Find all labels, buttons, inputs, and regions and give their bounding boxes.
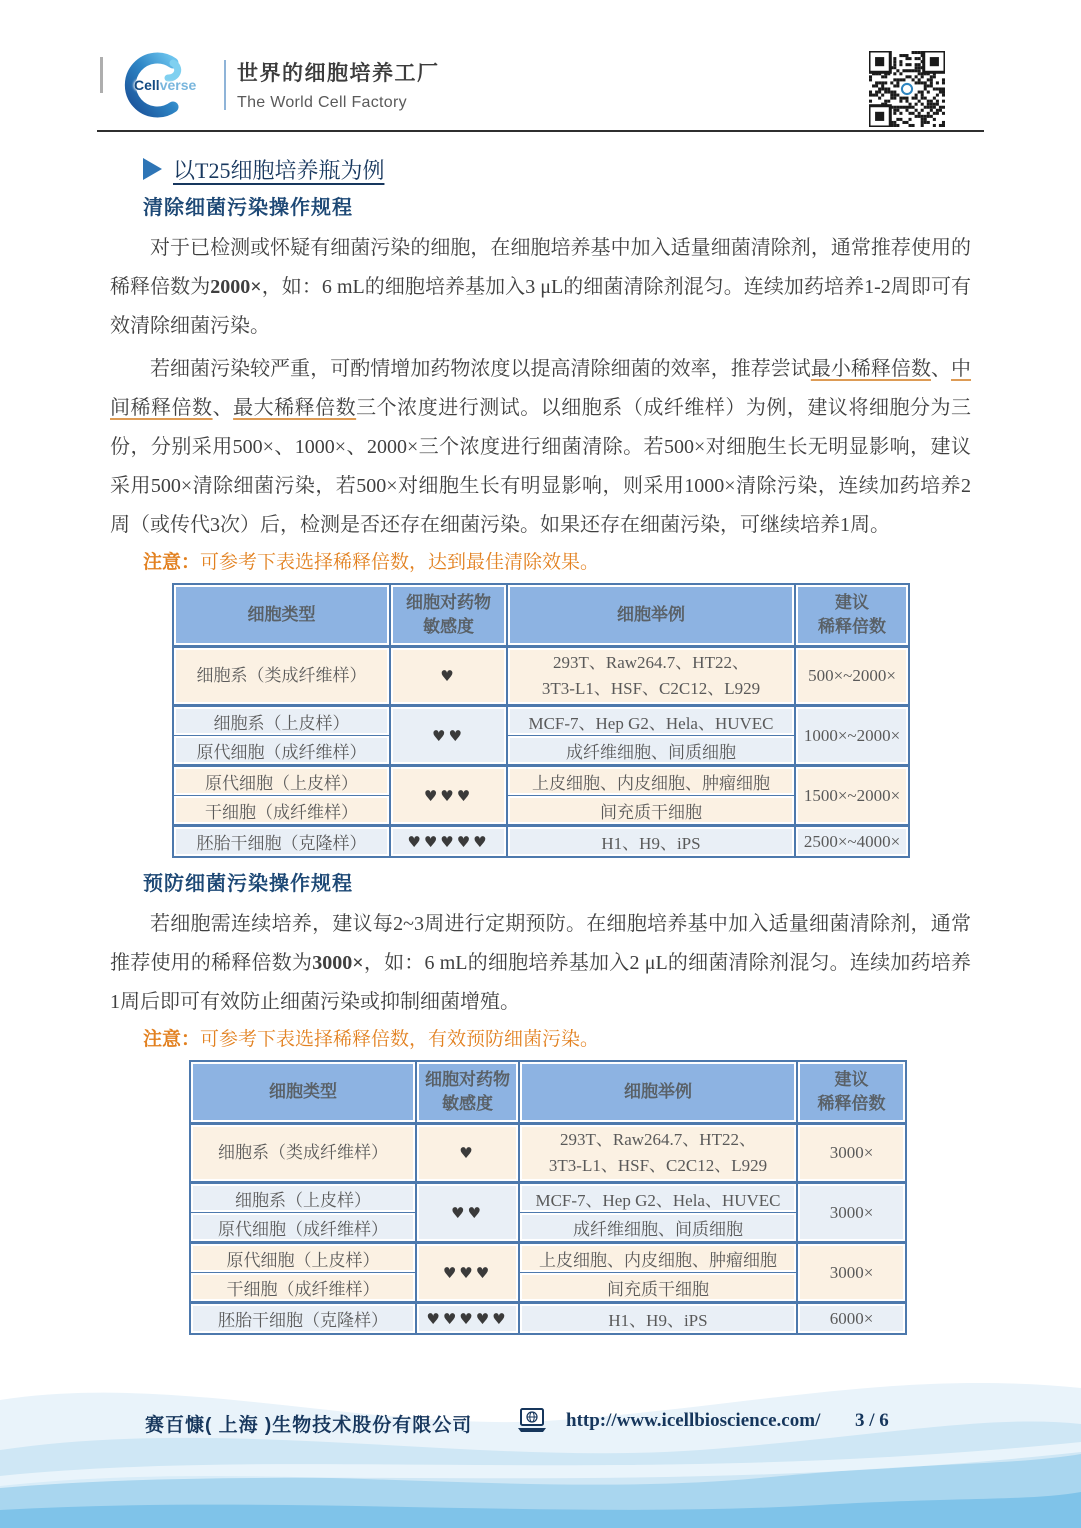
- table-header-row: [190, 1061, 906, 1124]
- page-footer: [0, 1358, 1081, 1528]
- laptop-globe-icon: [516, 1408, 548, 1434]
- cell-type-cell: 干细胞（成纤维样）: [173, 796, 390, 826]
- dilution-cell: 1000×~2000×: [795, 706, 909, 766]
- header-sensitivity: [416, 1061, 519, 1124]
- cell-type-cell: 胚胎干细胞（克隆样）: [173, 826, 390, 858]
- table-row: [190, 1303, 906, 1335]
- table-row: [173, 706, 909, 736]
- dilution-table-prevention: [189, 1060, 907, 1335]
- underlined-term: 最大稀释倍数: [233, 397, 357, 419]
- note-text: 可参考下表选择稀释倍数，达到最佳清除效果。: [200, 552, 600, 573]
- cell-type-cell: 原代细胞（上皮样）: [173, 766, 390, 796]
- header-line: 建议: [835, 593, 869, 612]
- cell-type-cell: 原代细胞（成纤维样）: [173, 736, 390, 766]
- header-dilution: [797, 1061, 906, 1124]
- paragraph-text: ，如：6 mL的细胞培养基加入2 μL的细菌清除剂混匀。连续加药培养1周后即可有效防止细菌污染或抑制细菌增殖。: [110, 952, 971, 1013]
- examples-line: 293T、Raw264.7、HT22、: [553, 653, 749, 672]
- note-text: 可参考下表选择稀释倍数，有效预防细菌污染。: [200, 1029, 600, 1050]
- sensitivity-cell: ♥♥♥: [390, 766, 507, 826]
- sensitivity-cell: ♥♥♥♥♥: [390, 826, 507, 858]
- note-label: 注意：: [143, 552, 201, 573]
- cell-type-cell: 细胞系（类成纤维样）: [173, 647, 390, 706]
- doc-title-row: [143, 152, 971, 186]
- examples-cell: H1、H9、iPS: [519, 1303, 797, 1335]
- qr-code-icon: [869, 51, 945, 127]
- examples-cell: [519, 1124, 797, 1183]
- dilution-cell: 500×~2000×: [795, 647, 909, 706]
- underlined-term: 最小稀释倍数: [810, 358, 931, 380]
- examples-cell: 成纤维细胞、间质细胞: [507, 736, 795, 766]
- page-number: 3 / 6: [855, 1410, 889, 1431]
- header-line: 建议: [834, 1070, 869, 1089]
- header-line: 细胞对药物: [406, 593, 491, 612]
- header-examples: 细胞举例: [507, 584, 795, 647]
- cell-type-cell: 干细胞（成纤维样）: [190, 1273, 416, 1303]
- wordmark-verse: verse: [159, 77, 197, 93]
- paragraph-removal-2: [110, 350, 971, 545]
- table-header-row: [173, 584, 909, 647]
- table-row: [173, 766, 909, 796]
- bold-dilution-value: 3000×: [312, 952, 364, 974]
- examples-cell: [507, 647, 795, 706]
- examples-line: 3T3-L1、HSF、C2C12、L929: [548, 1156, 768, 1175]
- brand-slogan-en: The World Cell Factory: [237, 94, 407, 111]
- cell-type-cell: 原代细胞（成纤维样）: [190, 1213, 416, 1243]
- cell-type-cell: 胚胎干细胞（克隆样）: [190, 1303, 416, 1335]
- dilution-cell: 3000×: [797, 1124, 906, 1183]
- website-url[interactable]: http://www.icellbioscience.com/: [566, 1410, 821, 1431]
- paragraph-text: 对于已检测或怀疑有细菌污染的细胞，在细胞培养基中加入适量细菌清除剂，通常推荐使用的稀释倍数为: [110, 237, 971, 298]
- examples-cell: 上皮细胞、内皮细胞、肿瘤细胞: [519, 1243, 797, 1273]
- cellverse-logo: [119, 46, 231, 128]
- dilution-cell: 3000×: [797, 1243, 906, 1303]
- note-prevention: [143, 1026, 971, 1054]
- bold-dilution-value: 2000×: [210, 276, 262, 298]
- header-line: 敏感度: [442, 1094, 493, 1113]
- dilution-cell: 1500×~2000×: [795, 766, 909, 826]
- header-line: 细胞对药物: [425, 1070, 510, 1089]
- brand-separator: [224, 60, 226, 110]
- examples-cell: H1、H9、iPS: [507, 826, 795, 858]
- cell-type-cell: 细胞系（上皮样）: [190, 1183, 416, 1213]
- examples-cell: 间充质干细胞: [519, 1273, 797, 1303]
- cellverse-wordmark: [134, 77, 196, 93]
- examples-line: 293T、Raw264.7、HT22、: [560, 1130, 756, 1149]
- sensitivity-cell: ♥♥: [390, 706, 507, 766]
- table-row: [190, 1243, 906, 1273]
- cell-type-cell: 细胞系（类成纤维样）: [190, 1124, 416, 1183]
- company-name: 赛百慷( 上海 )生物技术股份有限公司: [145, 1415, 473, 1436]
- sensitivity-cell: ♥♥♥: [416, 1243, 519, 1303]
- examples-cell: MCF-7、Hep G2、Hela、HUVEC: [519, 1183, 797, 1213]
- paragraph-text: 若细胞需连续培养，建议每2~3周进行定期预防。在细胞培养基中加入适量细菌清除剂，通常推荐使用的稀释倍数为: [110, 913, 971, 974]
- header-cell-type: 细胞类型: [173, 584, 390, 647]
- header-line: 稀释倍数: [817, 1094, 886, 1113]
- table-row: [190, 1124, 906, 1183]
- qr-code: [869, 51, 945, 127]
- header-sensitivity: [390, 584, 507, 647]
- dilution-cell: 6000×: [797, 1303, 906, 1335]
- section-heading-prevention: 预防细菌污染操作规程: [143, 873, 353, 895]
- paragraph-prevention: [110, 905, 971, 1022]
- wordmark-cell: Cell: [134, 77, 160, 93]
- paragraph-text: ，如：6 mL的细胞培养基加入3 μL的细菌清除剂混匀。连续加药培养1-2周即可有效清除细菌污染。: [110, 276, 972, 337]
- paragraph-text: 、: [930, 358, 952, 380]
- dilution-cell: 2500×~4000×: [795, 826, 909, 858]
- note-removal: [143, 549, 971, 577]
- table-row: [190, 1183, 906, 1213]
- sensitivity-cell: ♥♥: [416, 1183, 519, 1243]
- sensitivity-cell: ♥: [416, 1124, 519, 1183]
- header-line: 敏感度: [423, 617, 474, 636]
- header-examples: 细胞举例: [519, 1061, 797, 1124]
- paragraph-text: 若细菌污染较严重，可酌情增加药物浓度以提高清除细菌的效率，推荐尝试: [150, 358, 811, 380]
- paragraph-removal-1: [110, 229, 971, 346]
- examples-cell: 上皮细胞、内皮细胞、肿瘤细胞: [507, 766, 795, 796]
- dilution-table-removal: [172, 583, 910, 858]
- paragraph-text: 、: [212, 397, 234, 419]
- section-heading-removal: 清除细菌污染操作规程: [143, 197, 353, 219]
- examples-line: 3T3-L1、HSF、C2C12、L929: [541, 679, 761, 698]
- note-label: 注意：: [143, 1029, 201, 1050]
- dilution-cell: 3000×: [797, 1183, 906, 1243]
- footer-waves: [0, 1358, 1081, 1528]
- brand-block: [237, 57, 440, 112]
- document-body: [110, 152, 971, 1335]
- underlined-term: 中间稀释倍数: [110, 358, 972, 419]
- brand-slogan-cn: 世界的细胞培养工厂: [237, 62, 440, 85]
- margin-tick: [100, 57, 103, 93]
- header-dilution: [795, 584, 909, 647]
- paragraph-text: 三个浓度进行测试。以细胞系（成纤维样）为例，建议将细胞分为三份，分别采用500×、1000×、2000×三个浓度进行细菌清除。若500×对细胞生长无明显影响，建议采用500×清除细菌污染，若500×对细胞生长有明显影响，则采用1000×清除污染，连续加药培养2周（或传代3次）后，检测是否还存在细菌污染。如果还存在细菌污染，可继续培养1周。: [110, 397, 972, 536]
- header-rule: [97, 130, 984, 132]
- table-row: [173, 826, 909, 858]
- examples-cell: 成纤维细胞、间质细胞: [519, 1213, 797, 1243]
- header-line: 稀释倍数: [818, 617, 886, 636]
- cell-type-cell: 原代细胞（上皮样）: [190, 1243, 416, 1273]
- examples-cell: MCF-7、Hep G2、Hela、HUVEC: [507, 706, 795, 736]
- cell-type-cell: 细胞系（上皮样）: [173, 706, 390, 736]
- examples-cell: 间充质干细胞: [507, 796, 795, 826]
- right-triangle-icon: [143, 158, 162, 180]
- table-row: [173, 647, 909, 706]
- header-cell-type: 细胞类型: [190, 1061, 416, 1124]
- doc-title: 以T25细胞培养瓶为例: [173, 157, 385, 183]
- sensitivity-cell: ♥: [390, 647, 507, 706]
- sensitivity-cell: ♥♥♥♥♥: [416, 1303, 519, 1335]
